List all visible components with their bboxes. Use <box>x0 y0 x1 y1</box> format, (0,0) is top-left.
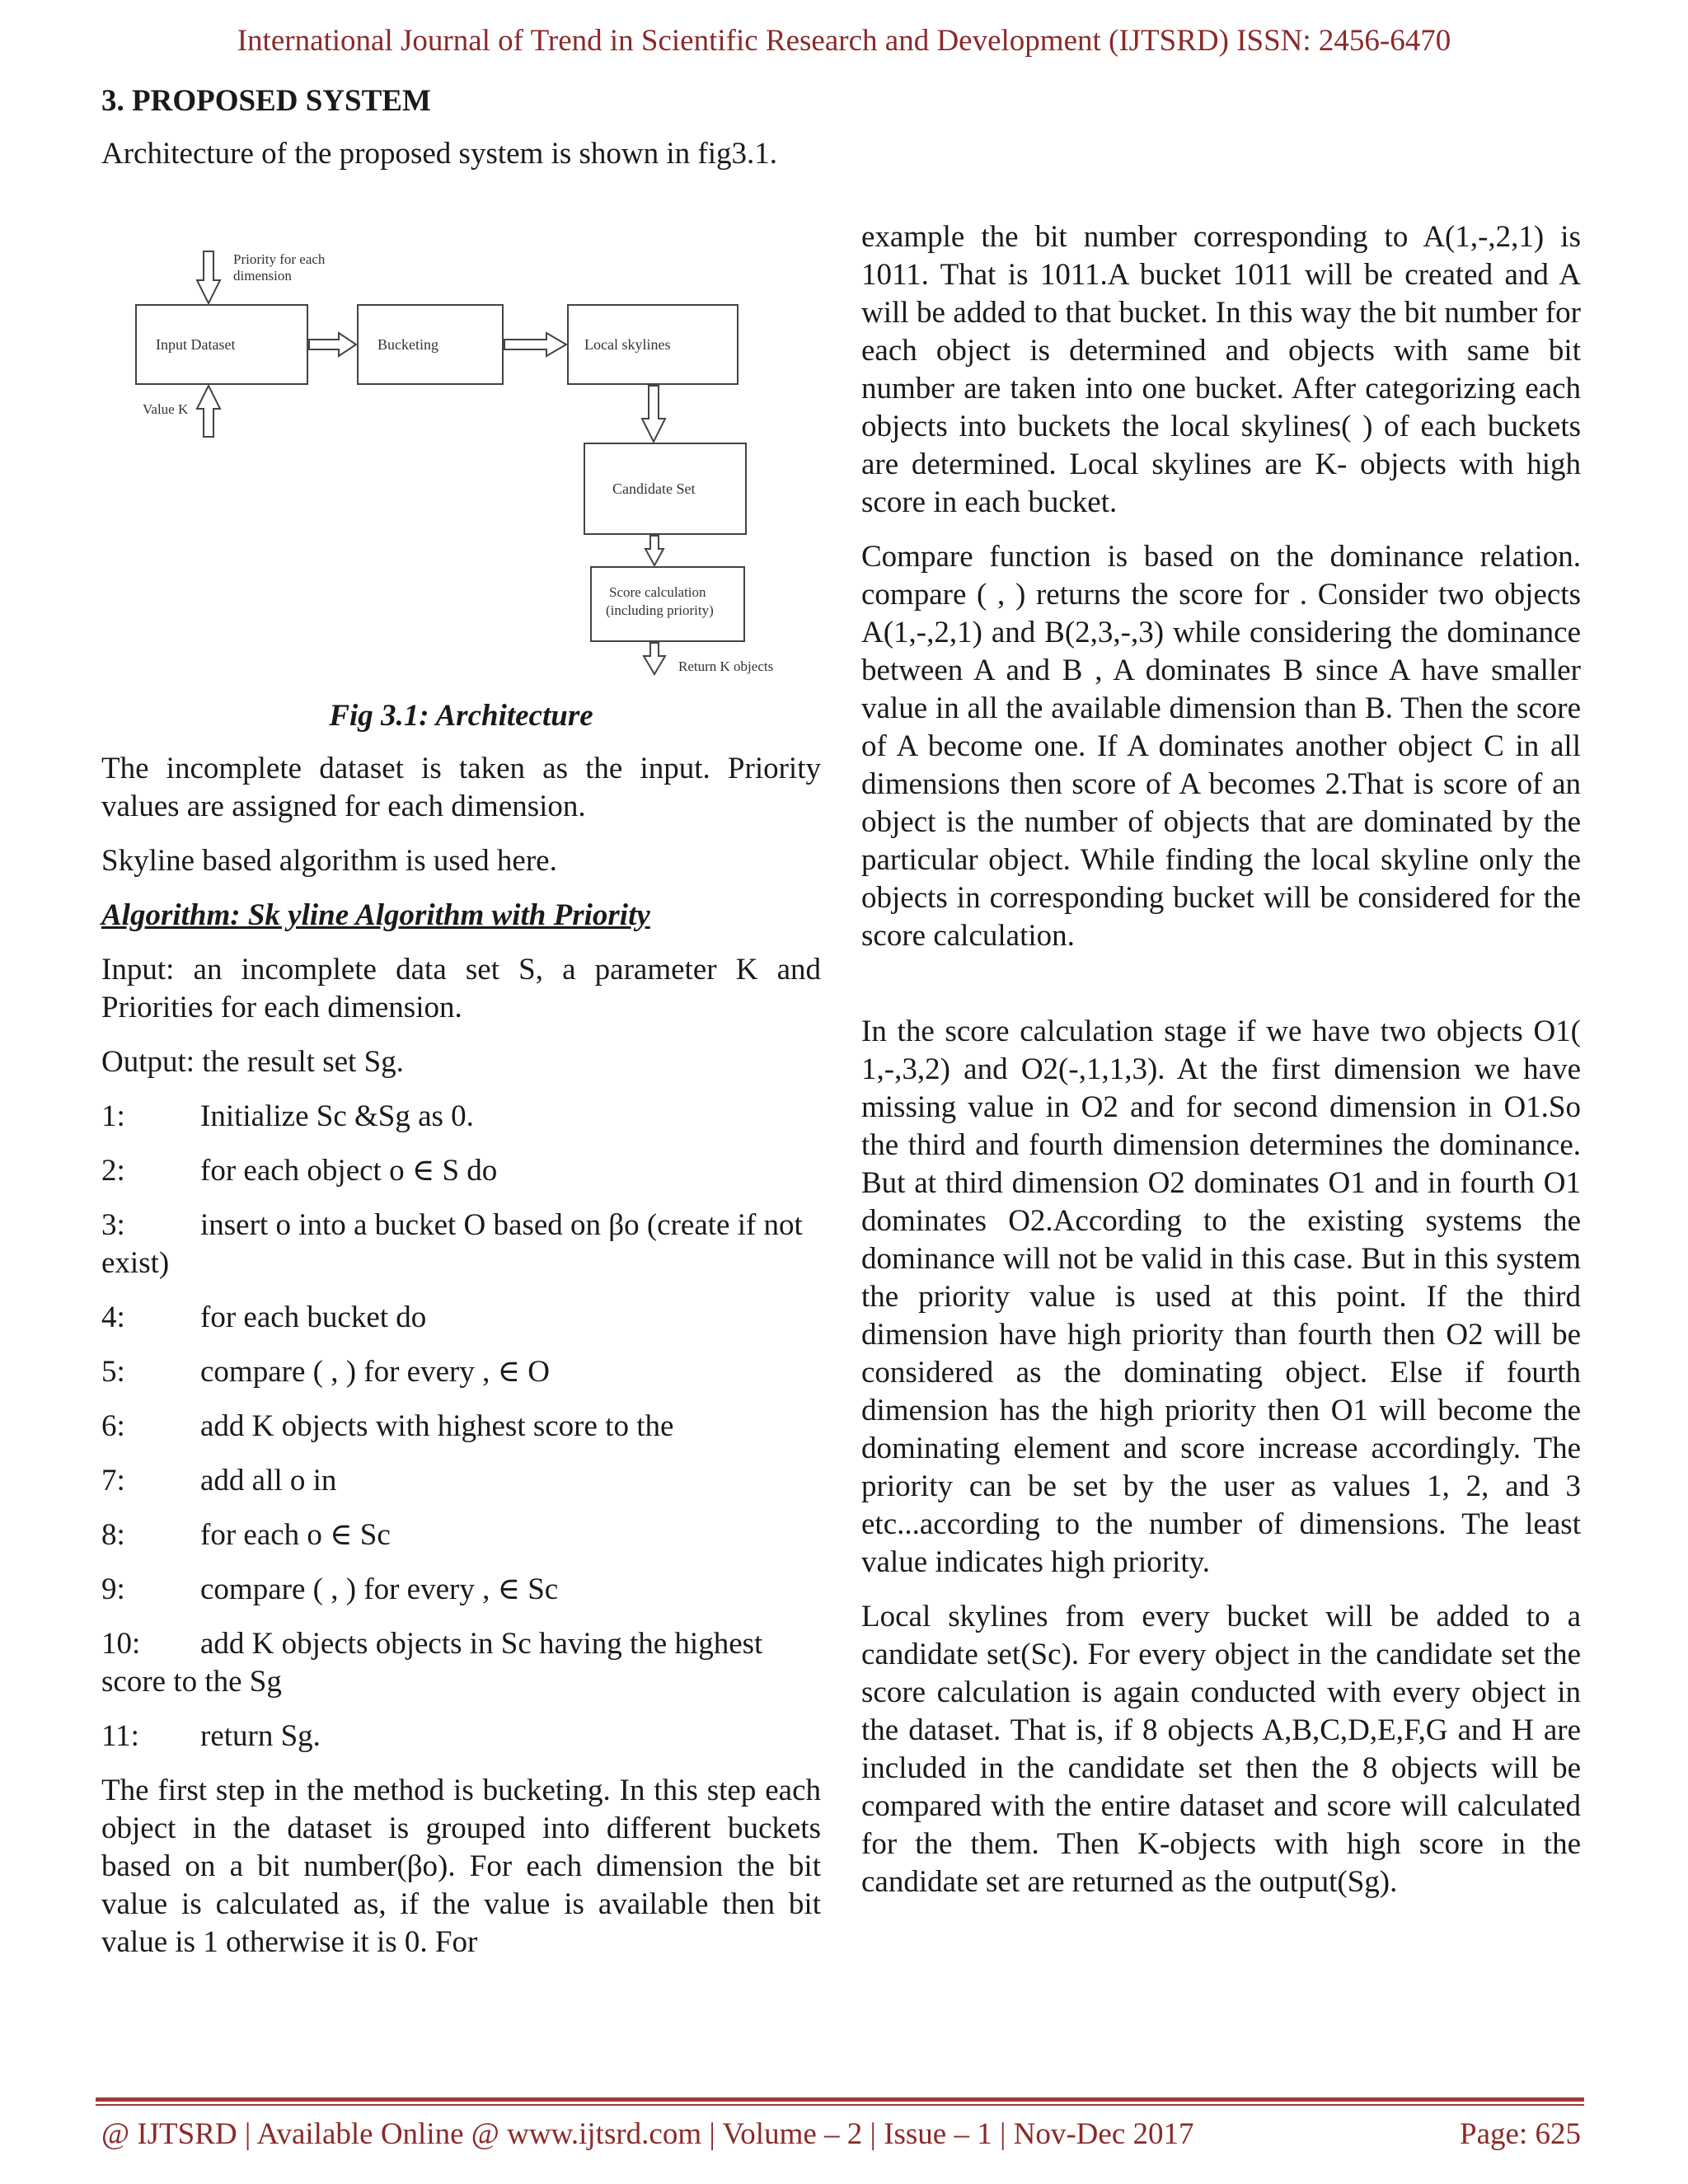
paragraph-candidate: Local skylines from every bucket will be added to a candidate set(Sc). For every object in the candidate set the score calculation is again conducted with every object in the dataset. That is, if 8 objects A,B,C,D,E,F,G and H are included in the candidate set then the 8 objects will be compared with the entire dataset and score will calculated for the them. Then K-objects with high score in the candidate set are returned as the output(Sg). <box>861 1600 1581 1899</box>
paragraph-bit-number: example the bit number corresponding to A(1,-,2,1) is 1011. That is 1011.A bucket 1011 will be created and A will be added to that bucket. In this way the bit number for each object is determined and objects with same bit number are taken into one bucket. After categorizing each objects into buckets the local skylines( ) of each buckets are determined. Local skylines are K- objects with high score in each bucket. <box>861 220 1581 519</box>
candidate-to-score-arrow <box>645 536 663 565</box>
score-calc-label: Score calculation <box>609 584 706 600</box>
algorithm-step: 9: compare ( , ) for every , ∈ Sc <box>101 1572 559 1606</box>
algorithm-step: 11: return Sg. <box>101 1719 321 1753</box>
algorithm-step: 7: add all o in <box>101 1464 337 1497</box>
algorithm-step: 6: add K objects with highest score to the <box>101 1409 674 1443</box>
candidate-set-label: Candidate Set <box>612 480 696 497</box>
journal-header: International Journal of Trend in Scientific Research and Development (IJTSRD) ISSN: 2456-6470 <box>237 24 1451 58</box>
priority-label-2: dimension <box>233 268 292 284</box>
footer-info: @ IJTSRD | Available Online @ www.ijtsrd.com | Volume – 2 | Issue – 1 | Nov-Dec 2017 <box>101 2117 1194 2151</box>
algorithm-output: Output: the result set Sg. <box>101 1045 404 1079</box>
right-column <box>861 218 1581 1918</box>
priority-label: Priority for each <box>233 251 326 267</box>
algorithm-step: 1: Initialize Sc &Sg as 0. <box>101 1099 474 1133</box>
section-title: 3. PROPOSED SYSTEM <box>101 84 431 118</box>
input-dataset-label: Input Dataset <box>156 336 236 353</box>
paragraph-input: The incomplete dataset is taken as the input. Priority values are assigned for each dimension. <box>101 752 821 823</box>
algorithm-input: Input: an incomplete data set S, a parameter K and Priorities for each dimension. <box>101 953 821 1024</box>
footer-rule-thin <box>96 2104 1584 2106</box>
bucketing-to-skylines-arrow <box>504 333 566 356</box>
algorithm-step: 3: insert o into a bucket O based on βo (create if not exist) <box>101 1208 803 1280</box>
local-skylines-label: Local skylines <box>584 336 671 353</box>
footer-rule <box>96 2097 1584 2102</box>
algorithm-step: 10: add K objects objects in Sc having the highest score to the Sg <box>101 1627 763 1699</box>
score-calc-label-2: (including priority) <box>606 602 714 618</box>
paragraph-compare: Compare function is based on the dominance relation. compare ( , ) returns the score for . Consider two objects A(1,-,2,1) and B(2,3,-,3) while considering the dominance between A and B , A dominates B since A have smaller value in all the available dimension than B. Then the score of A become one. If A dominates another object C in all dimensions then score of A becomes 2.That is score of an object is the number of objects that are dominated by the particular object. While finding the local skyline only the objects in corresponding bucket will be considered for the score calculation. <box>861 540 1581 953</box>
architecture-diagram <box>101 198 821 676</box>
algorithm-step: 8: for each o ∈ Sc <box>101 1518 391 1552</box>
paragraph-bucketing: The first step in the method is bucketing. In this step each object in the dataset is grouped into different buckets based on a bit number(βo). For each dimension the bit value is calculated as, if the value is available then bit value is 1 otherwise it is 0. For <box>101 1774 821 1959</box>
algorithm-title: Algorithm: Sk yline Algorithm with Priority <box>101 898 650 932</box>
algorithm-step: 2: for each object o ∈ S do <box>101 1154 498 1188</box>
value-k-arrow <box>197 386 220 437</box>
page-number: Page: 625 <box>1460 2117 1581 2151</box>
return-arrow <box>644 643 665 674</box>
paragraph-score-calc: In the score calculation stage if we have two objects O1( 1,-,3,2) and O2(-,1,1,3). At the first dimension we have missing value in O2 and for second dimension in O1.So the third and fourth dimension determines the dominance. But at third dimension O2 dominates O1 and in fourth O1 dominates O2.According to the existing systems the dominance will not be valid in this case. But in this system the priority value is used at this point. If the third dimension have high priority than fourth then O2 will be considered as the dominating object. Else if fourth dimension has the high priority then O1 will become the dominating element and score increase accordingly. The priority can be set by the user as values 1, 2, and 3 etc...according to the number of dimensions. The least value indicates high priority. <box>861 1015 1581 1579</box>
value-k-label: Value K <box>143 401 189 417</box>
figure-caption: Fig 3.1: Architecture <box>329 699 593 733</box>
input-to-bucketing-arrow <box>309 333 356 356</box>
paragraph-skyline: Skyline based algorithm is used here. <box>101 844 557 878</box>
return-k-label: Return K objects <box>678 658 774 674</box>
priority-arrow <box>197 251 220 303</box>
skylines-to-candidate-arrow <box>642 386 665 442</box>
intro-paragraph: Architecture of the proposed system is shown in fig3.1. <box>101 137 778 171</box>
algorithm-step: 5: compare ( , ) for every , ∈ O <box>101 1355 550 1389</box>
algorithm-step: 4: for each bucket do <box>101 1301 427 1334</box>
left-column <box>101 82 821 1978</box>
bucketing-label: Bucketing <box>377 336 438 353</box>
